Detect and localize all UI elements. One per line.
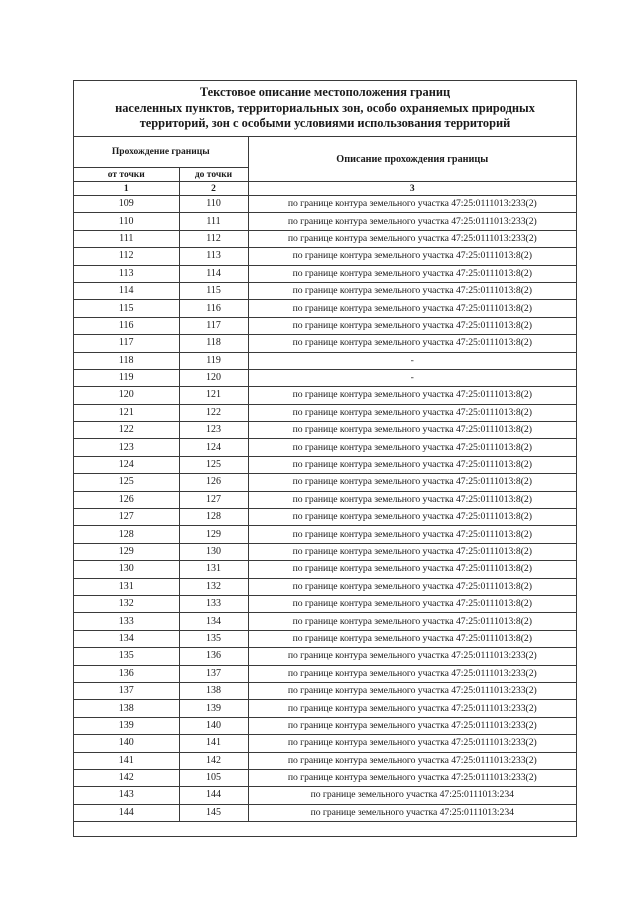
table-row xyxy=(74,648,576,665)
to-point-cell: 116 xyxy=(179,300,248,317)
from-point-cell: 117 xyxy=(74,335,179,352)
table-row xyxy=(74,526,576,543)
to-point-cell: 140 xyxy=(179,717,248,734)
to-point-cell: 114 xyxy=(179,265,248,282)
table-row xyxy=(74,248,576,265)
to-point-cell: 120 xyxy=(179,369,248,386)
description-cell: по границе контура земельного участка 47:25:0111013:233(2) xyxy=(248,717,576,734)
description-cell: по границе контура земельного участка 47:25:0111013:8(2) xyxy=(248,317,576,334)
to-point-cell: 136 xyxy=(179,648,248,665)
description-cell: по границе контура земельного участка 47:25:0111013:8(2) xyxy=(248,439,576,456)
from-point-cell: 133 xyxy=(74,613,179,630)
description-cell: по границе контура земельного участка 47:25:0111013:8(2) xyxy=(248,613,576,630)
to-point-cell: 119 xyxy=(179,352,248,369)
from-point-cell: 113 xyxy=(74,265,179,282)
to-point-cell: 129 xyxy=(179,526,248,543)
from-point-cell: 130 xyxy=(74,561,179,578)
to-point-cell: 110 xyxy=(179,196,248,213)
to-point-cell: 138 xyxy=(179,682,248,699)
from-point-cell: 142 xyxy=(74,769,179,786)
description-cell: по границе земельного участка 47:25:0111013:234 xyxy=(248,787,576,804)
from-point-cell: 119 xyxy=(74,369,179,386)
from-point-cell: 125 xyxy=(74,474,179,491)
title-line-2: населенных пунктов, территориальных зон, особо охраняемых природных xyxy=(115,100,535,115)
to-point-cell: 141 xyxy=(179,735,248,752)
table-row xyxy=(74,317,576,334)
to-point-cell: 115 xyxy=(179,282,248,299)
description-cell: по границе контура земельного участка 47:25:0111013:8(2) xyxy=(248,509,576,526)
to-point-cell: 134 xyxy=(179,613,248,630)
table-row xyxy=(74,352,576,369)
description-cell: по границе контура земельного участка 47:25:0111013:8(2) xyxy=(248,282,576,299)
from-point-cell: 139 xyxy=(74,717,179,734)
to-point-cell: 144 xyxy=(179,787,248,804)
table-row xyxy=(74,700,576,717)
description-cell: по границе контура земельного участка 47:25:0111013:8(2) xyxy=(248,265,576,282)
from-point-cell: 123 xyxy=(74,439,179,456)
to-point-cell: 126 xyxy=(179,474,248,491)
from-point-cell: 111 xyxy=(74,230,179,247)
to-point-cell: 112 xyxy=(179,230,248,247)
to-point-cell: 133 xyxy=(179,595,248,612)
table-row xyxy=(74,509,576,526)
to-point-cell: 111 xyxy=(179,213,248,230)
table-row xyxy=(74,335,576,352)
from-point-cell: 132 xyxy=(74,595,179,612)
description-cell: по границе контура земельного участка 47:25:0111013:233(2) xyxy=(248,648,576,665)
to-point-cell: 117 xyxy=(179,317,248,334)
table-row xyxy=(74,717,576,734)
from-point-cell: 120 xyxy=(74,387,179,404)
description-cell: по границе контура земельного участка 47:25:0111013:8(2) xyxy=(248,630,576,647)
from-point-cell: 138 xyxy=(74,700,179,717)
to-point-cell: 128 xyxy=(179,509,248,526)
description-cell: по границе земельного участка 47:25:0111013:234 xyxy=(248,804,576,821)
from-point-cell: 140 xyxy=(74,735,179,752)
table-row xyxy=(74,422,576,439)
description-cell: по границе контура земельного участка 47:25:0111013:8(2) xyxy=(248,422,576,439)
description-cell: по границе контура земельного участка 47:25:0111013:8(2) xyxy=(248,387,576,404)
description-cell: по границе контура земельного участка 47:25:0111013:8(2) xyxy=(248,456,576,473)
description-cell: - xyxy=(248,352,576,369)
header-passage: Прохождение границы xyxy=(74,137,248,168)
description-cell: по границе контура земельного участка 47:25:0111013:233(2) xyxy=(248,196,576,213)
to-point-cell: 118 xyxy=(179,335,248,352)
table-row xyxy=(74,578,576,595)
table-row xyxy=(74,787,576,804)
from-point-cell: 114 xyxy=(74,282,179,299)
to-point-cell: 139 xyxy=(179,700,248,717)
table-row xyxy=(74,265,576,282)
header-description: Описание прохождения границы xyxy=(248,137,576,182)
description-cell: по границе контура земельного участка 47:25:0111013:8(2) xyxy=(248,526,576,543)
table-row xyxy=(74,543,576,560)
to-point-cell: 131 xyxy=(179,561,248,578)
from-point-cell: 124 xyxy=(74,456,179,473)
to-point-cell: 145 xyxy=(179,804,248,821)
table-row xyxy=(74,230,576,247)
description-cell: по границе контура земельного участка 47:25:0111013:8(2) xyxy=(248,543,576,560)
to-point-cell: 124 xyxy=(179,439,248,456)
table-row xyxy=(74,439,576,456)
from-point-cell: 135 xyxy=(74,648,179,665)
description-cell: по границе контура земельного участка 47:25:0111013:233(2) xyxy=(248,682,576,699)
to-point-cell: 135 xyxy=(179,630,248,647)
from-point-cell: 144 xyxy=(74,804,179,821)
from-point-cell: 128 xyxy=(74,526,179,543)
from-point-cell: 126 xyxy=(74,491,179,508)
description-cell: по границе контура земельного участка 47:25:0111013:8(2) xyxy=(248,404,576,421)
table-row xyxy=(74,595,576,612)
description-cell: по границе контура земельного участка 47:25:0111013:8(2) xyxy=(248,248,576,265)
to-point-cell: 123 xyxy=(179,422,248,439)
table-row xyxy=(74,752,576,769)
table-row xyxy=(74,491,576,508)
table-row xyxy=(74,613,576,630)
table-row xyxy=(74,735,576,752)
table-row xyxy=(74,630,576,647)
to-point-cell: 127 xyxy=(179,491,248,508)
description-cell: по границе контура земельного участка 47:25:0111013:8(2) xyxy=(248,595,576,612)
to-point-cell: 105 xyxy=(179,769,248,786)
description-cell: по границе контура земельного участка 47:25:0111013:233(2) xyxy=(248,769,576,786)
table-row xyxy=(74,456,576,473)
description-cell: по границе контура земельного участка 47:25:0111013:8(2) xyxy=(248,474,576,491)
title-line-3: территорий, зон с особыми условиями использования территорий xyxy=(139,116,511,130)
table-row xyxy=(74,213,576,230)
description-cell: по границе контура земельного участка 47:25:0111013:8(2) xyxy=(248,561,576,578)
description-cell: по границе контура земельного участка 47:25:0111013:233(2) xyxy=(248,752,576,769)
from-point-cell: 131 xyxy=(74,578,179,595)
from-point-cell: 136 xyxy=(74,665,179,682)
header-col-number-2: 2 xyxy=(179,182,248,196)
header-col-number-1: 1 xyxy=(74,182,179,196)
title-line-1: Текстовое описание местоположения границ xyxy=(199,85,451,99)
table-body xyxy=(74,196,576,822)
from-point-cell: 115 xyxy=(74,300,179,317)
table-row xyxy=(74,369,576,386)
to-point-cell: 132 xyxy=(179,578,248,595)
from-point-cell: 122 xyxy=(74,422,179,439)
header-col-number-3: 3 xyxy=(248,182,576,196)
to-point-cell: 137 xyxy=(179,665,248,682)
description-cell: - xyxy=(248,369,576,386)
table-row xyxy=(74,804,576,821)
table-row xyxy=(74,300,576,317)
from-point-cell: 109 xyxy=(74,196,179,213)
table-row xyxy=(74,282,576,299)
from-point-cell: 116 xyxy=(74,317,179,334)
description-cell: по границе контура земельного участка 47:25:0111013:233(2) xyxy=(248,735,576,752)
table-row xyxy=(74,561,576,578)
from-point-cell: 143 xyxy=(74,787,179,804)
table-row xyxy=(74,404,576,421)
from-point-cell: 141 xyxy=(74,752,179,769)
description-cell: по границе контура земельного участка 47:25:0111013:8(2) xyxy=(248,300,576,317)
table-row xyxy=(74,665,576,682)
from-point-cell: 137 xyxy=(74,682,179,699)
table-row xyxy=(74,769,576,786)
from-point-cell: 134 xyxy=(74,630,179,647)
table-row xyxy=(74,387,576,404)
boundary-table xyxy=(74,137,576,822)
description-cell: по границе контура земельного участка 47:25:0111013:233(2) xyxy=(248,700,576,717)
from-point-cell: 118 xyxy=(74,352,179,369)
to-point-cell: 142 xyxy=(179,752,248,769)
table-row xyxy=(74,474,576,491)
to-point-cell: 130 xyxy=(179,543,248,560)
to-point-cell: 113 xyxy=(179,248,248,265)
header-to-point: до точки xyxy=(179,168,248,182)
description-cell: по границе контура земельного участка 47:25:0111013:233(2) xyxy=(248,230,576,247)
description-cell: по границе контура земельного участка 47:25:0111013:8(2) xyxy=(248,335,576,352)
description-cell: по границе контура земельного участка 47:25:0111013:8(2) xyxy=(248,491,576,508)
table-row xyxy=(74,196,576,213)
description-cell: по границе контура земельного участка 47:25:0111013:233(2) xyxy=(248,213,576,230)
from-point-cell: 127 xyxy=(74,509,179,526)
description-cell: по границе контура земельного участка 47:25:0111013:8(2) xyxy=(248,578,576,595)
to-point-cell: 125 xyxy=(179,456,248,473)
from-point-cell: 110 xyxy=(74,213,179,230)
to-point-cell: 122 xyxy=(179,404,248,421)
from-point-cell: 121 xyxy=(74,404,179,421)
from-point-cell: 129 xyxy=(74,543,179,560)
description-cell: по границе контура земельного участка 47:25:0111013:233(2) xyxy=(248,665,576,682)
header-from-point: от точки xyxy=(74,168,179,182)
from-point-cell: 112 xyxy=(74,248,179,265)
document-title xyxy=(74,81,576,137)
to-point-cell: 121 xyxy=(179,387,248,404)
table-row xyxy=(74,682,576,699)
document-frame xyxy=(73,80,577,837)
